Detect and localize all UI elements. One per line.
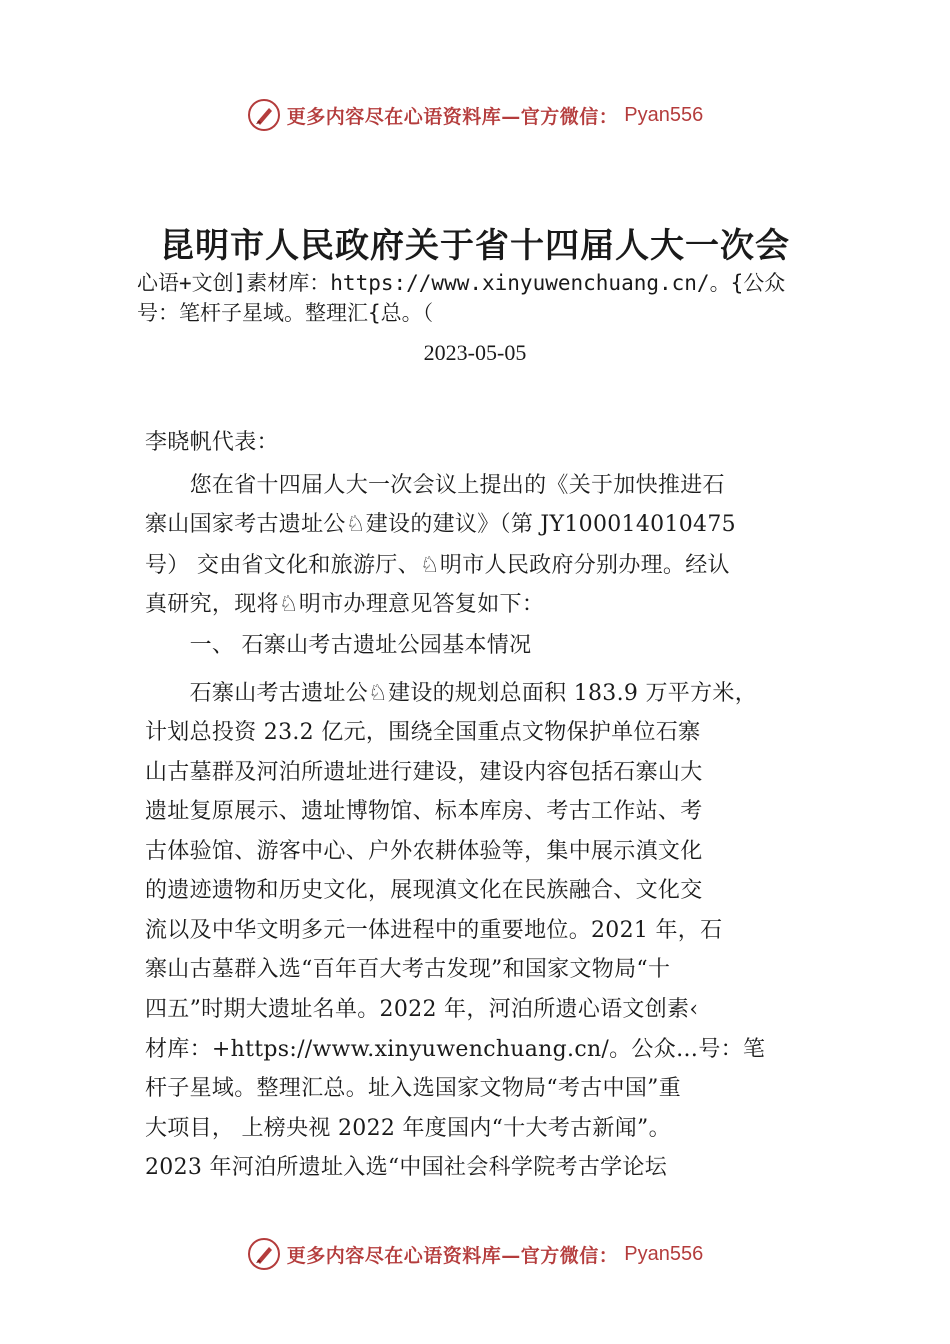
- body-line: 2023 年河泊所遗址入选“中国社会科学院考古学论坛: [145, 1155, 668, 1180]
- pen-nib-logo-icon: [247, 1237, 281, 1271]
- body-line: 四五”时期大遗址名单。2022 年，河泊所遗心语文创素‹: [145, 997, 699, 1022]
- body-line: 计划总投资 23.2 亿元，围绕全国重点文物保护单位石寨: [145, 720, 701, 745]
- watermark-wechat-id: Pyan556: [624, 103, 704, 126]
- body-line: 材库：+https://www.xinyuwenchuang.cn/。公众…号：笔: [145, 1037, 766, 1062]
- body-line: 石寨山考古遗址公♘建设的规划总面积 183.9 万平方米，: [145, 681, 757, 706]
- salutation: 李晓帆代表：: [145, 430, 279, 455]
- watermark-inline-line-2: 号：笔杆子星域。整理汇{总。（: [137, 301, 434, 325]
- footer-watermark: [0, 1234, 950, 1274]
- body-line: 您在省十四届人大一次会议上提出的《关于加快推进石: [145, 473, 725, 498]
- body-line: 古体验馆、游客中心、户外农耕体验等，集中展示滇文化: [145, 839, 703, 864]
- body-line: 流以及中华文明多元一体进程中的重要地位。2021 年，石: [145, 918, 723, 943]
- body-line: 寨山国家考古遗址公♘建设的建议》（第 JY100014010475: [145, 512, 736, 537]
- body-line: 山古墓群及河泊所遗址进行建设，建设内容包括石寨山大: [145, 760, 703, 785]
- pen-nib-logo-icon: [247, 98, 281, 132]
- body-line: 大项目， 上榜央视 2022 年度国内“十大考古新闻”。: [145, 1116, 671, 1141]
- watermark-text: 更多内容尽在心语资料库—官方微信：: [286, 1244, 619, 1267]
- document-date: 2023-05-05: [423, 340, 527, 365]
- body-line: 的遗迹遗物和历史文化，展现滇文化在民族融合、文化交: [145, 878, 703, 903]
- watermark-inline-line-1: 心语+文创]素材库：https://www.xinyuwenchuang.cn/。{公众: [137, 271, 786, 295]
- document-title: 昆明市人民政府关于省十四届人大一次会: [160, 226, 790, 266]
- body-line: 号） 交由省文化和旅游厅、♘明市人民政府分别办理。经认: [145, 553, 730, 578]
- body-line: 真研究，现将♘明市办理意见答复如下：: [145, 592, 545, 617]
- section-heading: 一、 石寨山考古遗址公园基本情况: [145, 633, 532, 658]
- body-line: 寨山古墓群入选“百年百大考古发现”和国家文物局“十: [145, 957, 671, 982]
- watermark-wechat-id: Pyan556: [624, 1242, 704, 1265]
- body-line: 遗址复原展示、遗址博物馆、标本库房、考古工作站、考: [145, 799, 703, 824]
- watermark-text: 更多内容尽在心语资料库—官方微信：: [286, 105, 619, 128]
- header-watermark: [0, 95, 950, 135]
- body-line: 杆子星域。整理汇总。址入选国家文物局“考古中国”重: [145, 1076, 681, 1101]
